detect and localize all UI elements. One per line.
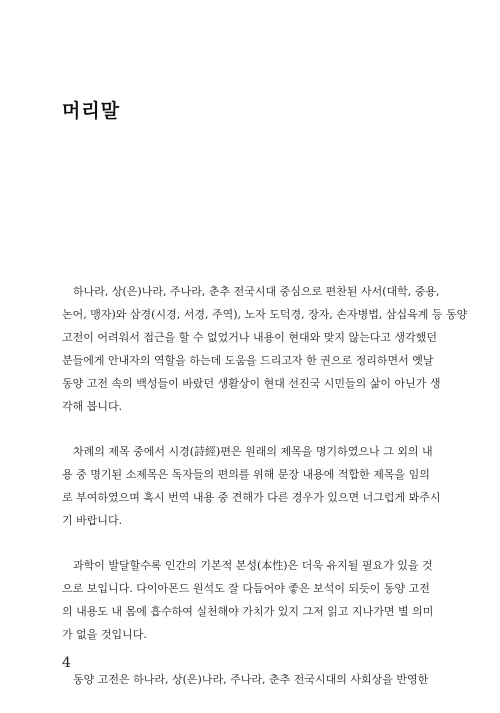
text-line: 논어, 맹자)와 삼경(시경, 서경, 주역), 노자 도덕경, 장자, 손자병법, 삼십육계 등 동양 [62, 308, 468, 321]
text-line: 으로 보입니다. 다이아몬드 원석도 잘 다듬어야 좋은 보석이 되듯이 동양 고전 [62, 582, 430, 595]
text-line: 분들에게 안내자의 역할을 하는데 도움을 드리고자 한 권으로 정리하면서 옛날 [62, 354, 434, 367]
text-line: 고전이 어려워서 접근을 할 수 없었거나 내용이 현대와 맞지 않는다고 생각했던 [62, 331, 437, 344]
paragraph-4 [62, 668, 432, 691]
text-line: 하나라, 상(은)나라, 주나라, 춘추 전국시대 중심으로 편찬된 사서(대학, 중용, [62, 285, 440, 298]
text-line: 가 없을 것입니다. [62, 628, 147, 641]
paragraph-1 [62, 280, 468, 418]
paragraph-2 [62, 440, 441, 532]
chapter-heading: 머리말 [62, 100, 121, 122]
text-line: 기 바랍니다. [62, 514, 123, 527]
text-line: 로 부여하였으며 혹시 번역 내용 중 견해가 다른 경우가 있으면 너그럽게 봐주시 [62, 491, 441, 504]
text-line: 차례의 제목 중에서 시경(詩經)편은 원래의 제목을 명기하였으나 그 외의 내 [62, 445, 433, 458]
text-line: 동양 고전은 하나라, 상(은)나라, 주나라, 춘추 전국시대의 사회상을 반영한 [62, 673, 429, 686]
paragraph-3 [62, 554, 432, 646]
body-text [62, 280, 468, 713]
text-line: 용 중 명기된 소제목은 독자들의 편의를 위해 문장 내용에 적합한 제목을 임의 [62, 468, 430, 481]
text-line: 각해 봅니다. [62, 400, 123, 413]
text-line: 의 내용도 내 몸에 흡수하여 실천해야 가치가 있지 그저 읽고 지나가면 별 의미 [62, 605, 434, 618]
page-number: 4 [62, 655, 71, 671]
text-line: 과학이 발달할수록 인간의 기본적 본성(本性)은 더욱 유지될 필요가 있을 것 [62, 559, 433, 572]
text-line: 동양 고전 속의 백성들이 바랐던 생활상이 현대 선진국 시민들의 삶이 아닌가 생 [62, 377, 441, 390]
